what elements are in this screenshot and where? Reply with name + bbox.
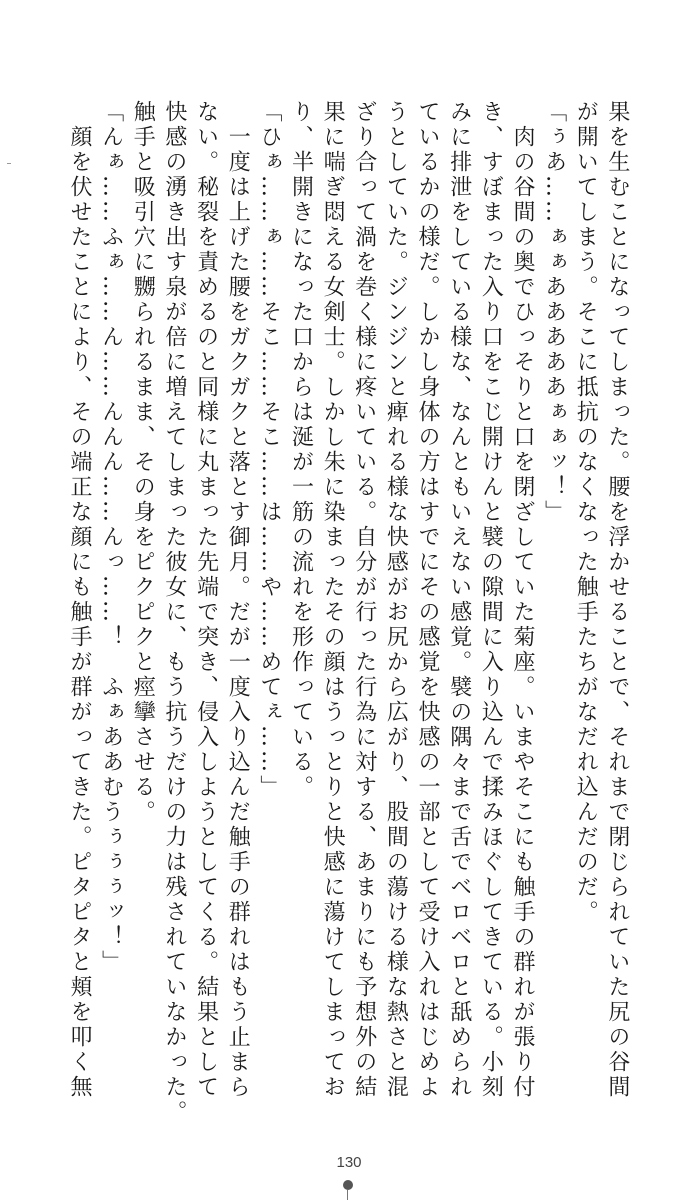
margin-mark — [7, 163, 11, 164]
text-line: ざり合って渦を巻く様に疼いている。自分が行った行為に対する、あまりにも予想外の結 — [351, 100, 377, 1100]
text-line: が開いてしまう。そこに抵抗のなくなった触手たちがなだれ込んだのだ。 — [573, 100, 599, 925]
text-line: 「んぁ……ふぁ……ん……んんん……んっ……！ ふぁああむうぅぅぅッ！」 — [98, 100, 124, 975]
text-line: り、半開きになった口からは涎が一筋の流れを形作っている。 — [288, 100, 314, 800]
text-line: 肉の谷間の奥でひっそりと口を閉ざしていた菊座。いまやそこにも触手の群れが張り付 — [509, 100, 535, 1100]
text-line: 快感の湧き出す泉が倍に増えてしまった彼女に、もう抗うだけの力は残されていなかった。 — [161, 100, 187, 1125]
text-line: みに排泄をしている様な、なんともいえない感覚。襞の隅々まで舌でベロベロと舐められ — [446, 100, 472, 1100]
page-marker-line — [347, 1190, 348, 1200]
text-line: き、すぼまった入り口をこじ開けんと襞の隙間に入り込んで揉みほぐしてきている。小刻 — [478, 100, 504, 1100]
text-line: 触手と吸引穴に嬲られるまま、その身をピクピクと痙攣させる。 — [130, 100, 156, 825]
vertical-text-block — [67, 100, 630, 1125]
text-line: うとしていた。ジンジンと痺れる様な快感がお尻から広がり、股間の蕩ける様な熱さと混 — [383, 100, 409, 1100]
text-line: ない。秘裂を責めるのと同様に丸まった先端で突き、侵入しようとしてくる。結果として — [193, 100, 219, 1100]
text-line: 「ひぁ……ぁ……そこ……そこ……は……や……めてぇ……」 — [256, 100, 282, 800]
page-marker-dot — [343, 1180, 353, 1190]
text-line: 一度は上げた腰をガクガクと落とす御月。だが一度入り込んだ触手の群れはもう止まら — [225, 100, 251, 1100]
text-line: 果に喘ぎ悶える女剣士。しかし朱に染まったその顔はうっとりと快感に蕩けてしまってお — [320, 100, 346, 1100]
text-line: 果を生むことになってしまった。腰を浮かせることで、それまで閉じられていた尻の谷間 — [604, 100, 630, 1100]
text-line: ているかの様だ。しかし身体の方はすでにその感覚を快感の一部として受け入れはじめよ — [415, 100, 441, 1100]
text-line: 「ぅあ……ぁぁあああああぁぁッ！」 — [541, 100, 567, 525]
text-line: 顔を伏せたことにより、その端正な顔にも触手が群がってきた。ピタピタと頬を叩く無 — [67, 100, 92, 1100]
page-number: 130 — [336, 1154, 362, 1171]
